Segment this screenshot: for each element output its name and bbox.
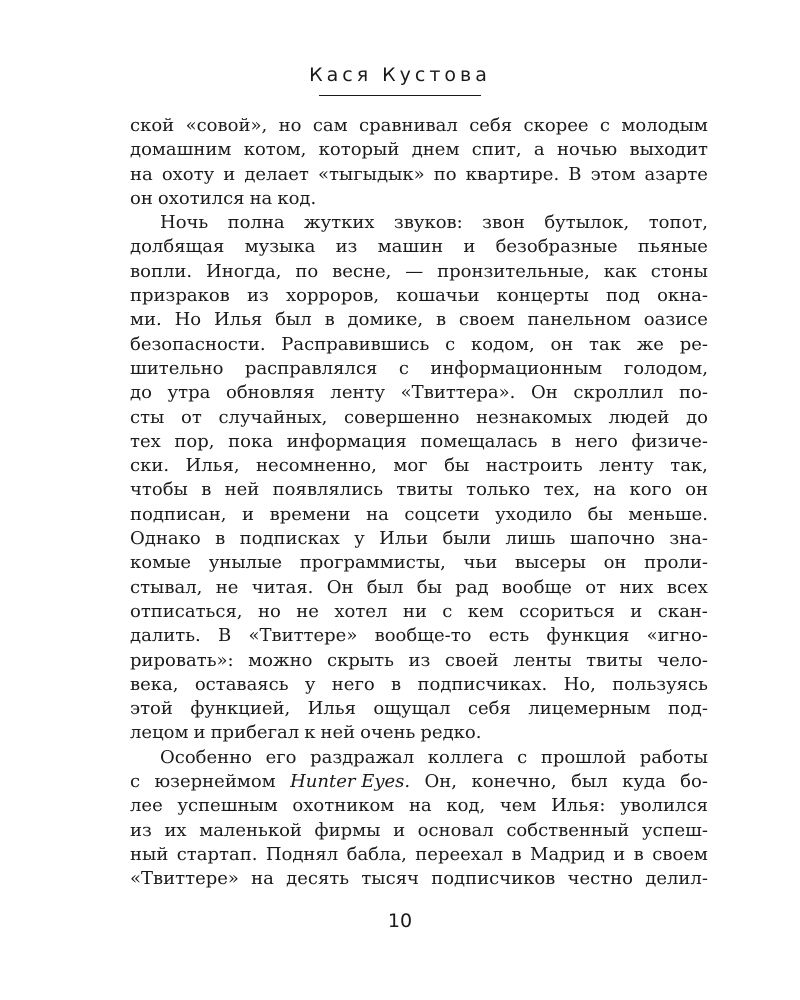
word: уволился <box>620 795 708 817</box>
word: собственный <box>506 819 630 841</box>
text-line <box>130 406 708 430</box>
word: Мадрид <box>530 843 605 865</box>
word: панельном <box>527 309 631 331</box>
word: зна- <box>669 528 708 550</box>
word: не <box>215 576 239 598</box>
word: охотником <box>292 795 395 817</box>
word: ощущал <box>373 698 451 720</box>
word: ссориться <box>519 600 615 622</box>
word: полна <box>227 212 285 234</box>
word: лишь <box>505 528 556 550</box>
word: сравнивал <box>359 115 458 136</box>
word: программисты, <box>299 552 446 574</box>
word: на <box>130 163 153 185</box>
word: можно <box>248 649 313 671</box>
word: охоту <box>161 163 215 185</box>
word: бы <box>416 576 442 598</box>
word: кошачьи <box>396 285 480 307</box>
word: проли- <box>644 552 708 574</box>
word: Особенно <box>160 746 252 768</box>
word: с <box>599 115 611 136</box>
word: на <box>593 479 617 501</box>
word: шительно <box>130 357 224 379</box>
word: лицемерным <box>528 698 651 720</box>
word: бутылок, <box>544 212 630 234</box>
word: чьи <box>463 552 498 574</box>
word: подписан, <box>130 503 227 525</box>
word: днем <box>411 139 460 161</box>
word: звон <box>482 212 525 234</box>
text-line <box>130 551 708 575</box>
word: незнакомых <box>476 406 592 428</box>
word: из <box>408 649 431 671</box>
word: «Твиттере» <box>248 625 358 647</box>
word: успешным <box>177 795 278 817</box>
word: себя <box>467 698 511 720</box>
word: людей <box>608 406 670 428</box>
word: коллега <box>427 746 504 768</box>
word: этой <box>130 698 173 720</box>
text-line <box>130 357 708 381</box>
word: настроить <box>485 455 583 477</box>
word: Он, <box>424 771 458 793</box>
word: чтобы <box>130 479 188 501</box>
word: Он <box>326 576 354 598</box>
word: В <box>568 163 582 185</box>
word: шапочно <box>569 528 655 550</box>
word: спит, <box>471 139 522 161</box>
word: своей <box>444 649 499 671</box>
word: основал <box>417 819 494 841</box>
word: обновляя <box>225 382 315 404</box>
word: юзернеймом <box>154 771 276 793</box>
word: выходит <box>629 139 708 161</box>
word: окна- <box>657 285 708 307</box>
word: хотел <box>334 600 388 622</box>
text-line <box>130 721 708 745</box>
running-head-author: Кася Кустова <box>309 64 491 86</box>
word: «игно- <box>646 625 708 647</box>
text-line <box>130 478 708 502</box>
word: но <box>257 600 281 622</box>
word: голодом, <box>623 357 708 379</box>
word: соцсети <box>404 503 480 525</box>
word: он <box>603 552 627 574</box>
word: редко. <box>420 722 482 744</box>
text-line <box>130 770 708 794</box>
word: всех <box>666 576 708 598</box>
word: твиты <box>586 649 643 671</box>
text-line <box>130 697 708 721</box>
word: стывал, <box>130 576 203 598</box>
text-line <box>130 163 708 187</box>
page-number: 10 <box>387 910 413 932</box>
word: котом, <box>243 139 307 161</box>
word: твиты <box>396 479 453 501</box>
word: вопли. <box>130 260 193 282</box>
word: века, <box>130 673 179 695</box>
word: прошлой <box>540 746 627 768</box>
word: с <box>130 771 141 793</box>
word: него <box>331 673 375 695</box>
word: только <box>466 479 531 501</box>
word: «Твиттера». <box>400 382 516 404</box>
word: долбящая <box>130 236 225 258</box>
word: на <box>251 868 274 890</box>
word: с <box>442 600 453 622</box>
word: маленькой <box>199 819 302 841</box>
word: оазисе <box>643 309 708 331</box>
word: мог <box>393 455 428 477</box>
word: на <box>366 503 389 525</box>
word: Иногда, <box>206 260 282 282</box>
word: Hunter Eyes. <box>290 771 411 793</box>
word: в <box>435 309 447 331</box>
word: концерты <box>496 285 589 307</box>
word: далить. <box>130 625 201 647</box>
word: который <box>318 139 400 161</box>
word: из <box>130 819 152 841</box>
running-head-rule <box>319 95 481 96</box>
word: скорее <box>523 115 589 136</box>
word: в <box>511 843 522 865</box>
word: так, <box>670 455 708 477</box>
word: кодом, <box>470 333 535 355</box>
word: кого <box>629 479 672 501</box>
word: азарте <box>644 163 708 185</box>
word: был <box>366 576 404 598</box>
word: работы <box>639 746 708 768</box>
word: из <box>335 236 358 258</box>
word: по <box>433 163 457 185</box>
word: до <box>130 382 152 404</box>
word: этом <box>590 163 636 185</box>
word: раздражал <box>310 746 415 768</box>
word: их <box>164 819 187 841</box>
word: успеш- <box>641 819 708 841</box>
word: квартире. <box>465 163 560 185</box>
word: ни <box>402 600 427 622</box>
word: честно <box>567 868 634 890</box>
word: и <box>393 819 406 841</box>
word: с <box>517 746 528 768</box>
word: был <box>275 309 312 331</box>
text-line <box>130 527 708 551</box>
word: очень <box>360 722 416 744</box>
word: подписчиках. <box>417 673 548 695</box>
word: куда <box>622 771 666 793</box>
word: машин <box>377 236 444 258</box>
word: код. <box>277 187 317 209</box>
text-line <box>130 430 708 454</box>
word: ночью <box>556 139 618 161</box>
word: скрыть <box>326 649 394 671</box>
word: десять <box>286 868 350 890</box>
word: у <box>354 528 365 550</box>
word: «совой», <box>185 115 268 136</box>
word: рировать»: <box>130 649 234 671</box>
word: своем <box>652 843 708 865</box>
word: как <box>603 260 637 282</box>
word: до <box>686 406 708 428</box>
text-line <box>130 260 708 284</box>
word: охотился <box>157 187 245 209</box>
word: него <box>574 430 618 452</box>
word: пользуясь <box>612 673 708 695</box>
word: оставаясь <box>194 673 289 695</box>
word: домике, <box>347 309 424 331</box>
word: в <box>391 673 402 695</box>
word: молодым <box>621 115 708 136</box>
word: времени <box>269 503 351 525</box>
word: случайных, <box>218 406 328 428</box>
word: комые <box>130 552 192 574</box>
word: утра <box>167 382 211 404</box>
word: высеры <box>514 552 586 574</box>
body-text <box>130 114 708 892</box>
word: делает <box>244 163 309 185</box>
word: звуков: <box>393 212 463 234</box>
word: по <box>295 260 319 282</box>
word: ный <box>130 843 169 865</box>
word: переехал <box>415 843 504 865</box>
text-line <box>130 114 708 138</box>
word: чело- <box>657 649 708 671</box>
word: конечно, <box>471 771 557 793</box>
text-line <box>130 867 708 891</box>
word: в <box>551 430 562 452</box>
word: топот, <box>648 212 708 234</box>
word: вообще-то <box>374 625 472 647</box>
word: Илья <box>213 309 263 331</box>
word: был <box>571 771 608 793</box>
word: Он <box>531 382 558 404</box>
word: вообще <box>501 576 572 598</box>
word: пор, <box>174 430 215 452</box>
word: Илья: <box>551 795 606 817</box>
word: скроллил <box>573 382 664 404</box>
word: стартап. <box>176 843 258 865</box>
word: музыка <box>244 236 316 258</box>
word: с <box>398 357 409 379</box>
word: — <box>405 260 424 282</box>
word: из <box>246 285 269 307</box>
word: уходило <box>495 503 573 525</box>
text-line <box>130 138 708 162</box>
word: в <box>215 528 226 550</box>
word: и <box>242 503 255 525</box>
word: ми. <box>130 309 162 331</box>
word: от <box>585 576 607 598</box>
text-line <box>130 235 708 259</box>
word: к <box>304 722 316 744</box>
word: прибегал <box>210 722 300 744</box>
word: были <box>442 528 492 550</box>
word: В <box>217 625 232 647</box>
word: Ильи <box>379 528 429 550</box>
word: тысяч <box>361 868 419 890</box>
word: рад <box>455 576 489 598</box>
word: домашним <box>130 139 232 161</box>
word: ней <box>224 479 260 501</box>
word: Однако <box>130 528 201 550</box>
word: ски. <box>130 455 170 477</box>
word: меньше. <box>628 503 708 525</box>
word: сты <box>130 406 165 428</box>
word: расправлялся <box>244 357 378 379</box>
word: отписаться, <box>130 600 243 622</box>
word: же <box>636 333 664 355</box>
word: ней <box>320 722 356 744</box>
word: фирмы <box>314 819 381 841</box>
text-line <box>130 381 708 405</box>
word: Илья, <box>185 455 240 477</box>
text-line <box>130 673 708 697</box>
word: не <box>296 600 319 622</box>
word: а <box>533 139 545 161</box>
word: лее <box>130 795 163 817</box>
word: жутких <box>304 212 375 234</box>
text-line <box>130 819 708 843</box>
word: по- <box>679 382 708 404</box>
word: но <box>278 115 302 136</box>
word: подписчиков <box>431 868 556 890</box>
text-line <box>130 454 708 478</box>
text-line <box>130 187 708 211</box>
word: Но <box>174 309 202 331</box>
word: информация <box>286 430 407 452</box>
word: информационным <box>430 357 603 379</box>
word: сам <box>312 115 348 136</box>
word: в <box>633 843 644 865</box>
text-line <box>130 794 708 818</box>
word: он <box>550 333 574 355</box>
text-line <box>130 503 708 527</box>
word: безобразные <box>495 236 618 258</box>
word: пьяные <box>637 236 708 258</box>
text-line <box>130 624 708 648</box>
word: и <box>613 843 626 865</box>
word: есть <box>488 625 530 647</box>
word: так <box>589 333 621 355</box>
word: ской <box>130 115 175 136</box>
word: бо- <box>680 771 708 793</box>
word: с <box>445 333 456 355</box>
word: Расправившись <box>281 333 430 355</box>
word: и <box>223 163 236 185</box>
word: в <box>324 309 335 331</box>
word: пока <box>228 430 273 452</box>
word: скан- <box>657 600 708 622</box>
text-line <box>130 843 708 867</box>
word: хорроров, <box>285 285 380 307</box>
word: на <box>249 187 273 209</box>
word: от <box>181 406 202 428</box>
word: код, <box>446 795 486 817</box>
word: бы <box>444 455 470 477</box>
word: бы <box>587 503 613 525</box>
word: своем <box>458 309 515 331</box>
word: его <box>265 746 297 768</box>
word: совершенно <box>344 406 460 428</box>
word: помещалась <box>420 430 538 452</box>
word: стоны <box>650 260 708 282</box>
text-line <box>130 284 708 308</box>
word: призраков <box>130 285 230 307</box>
word: и <box>193 722 206 744</box>
word: ленты <box>513 649 572 671</box>
word: Ночь <box>160 212 209 234</box>
text-line <box>130 649 708 673</box>
word: несомненно, <box>256 455 377 477</box>
word: ленту <box>330 382 386 404</box>
word: пронзительные, <box>437 260 590 282</box>
word: в <box>201 479 212 501</box>
text-line <box>130 308 708 332</box>
word: безопасности. <box>130 333 266 355</box>
word: делил- <box>645 868 708 890</box>
word: появлялись <box>272 479 384 501</box>
word: тех, <box>543 479 581 501</box>
word: унылые <box>208 552 283 574</box>
word: весне, <box>332 260 392 282</box>
word: под <box>605 285 640 307</box>
text-line <box>130 600 708 624</box>
word: бабла, <box>346 843 407 865</box>
text-line <box>130 576 708 600</box>
text-line <box>130 211 708 235</box>
text-line <box>130 333 708 357</box>
text-line <box>130 746 708 770</box>
word: ленту <box>599 455 654 477</box>
word: он <box>685 479 708 501</box>
word: «тыгыдык» <box>317 163 425 185</box>
word: читая. <box>251 576 314 598</box>
word: кем <box>467 600 504 622</box>
word: лецом <box>130 722 189 744</box>
word: них <box>619 576 654 598</box>
word: ре- <box>679 333 708 355</box>
word: «Твиттере» <box>130 868 239 890</box>
word: Но, <box>563 673 596 695</box>
word: Поднял <box>265 843 339 865</box>
word: функция <box>546 625 630 647</box>
word: и <box>630 600 643 622</box>
word: подписках <box>239 528 340 550</box>
word: у <box>304 673 316 695</box>
word: себя <box>469 115 513 136</box>
word: Илья <box>307 698 356 720</box>
word: на <box>408 795 432 817</box>
word: чем <box>499 795 537 817</box>
word: тех <box>130 430 161 452</box>
word: физиче- <box>631 430 708 452</box>
word: под- <box>667 698 708 720</box>
word: и <box>463 236 476 258</box>
word: функцией, <box>190 698 291 720</box>
word: он <box>130 187 153 209</box>
